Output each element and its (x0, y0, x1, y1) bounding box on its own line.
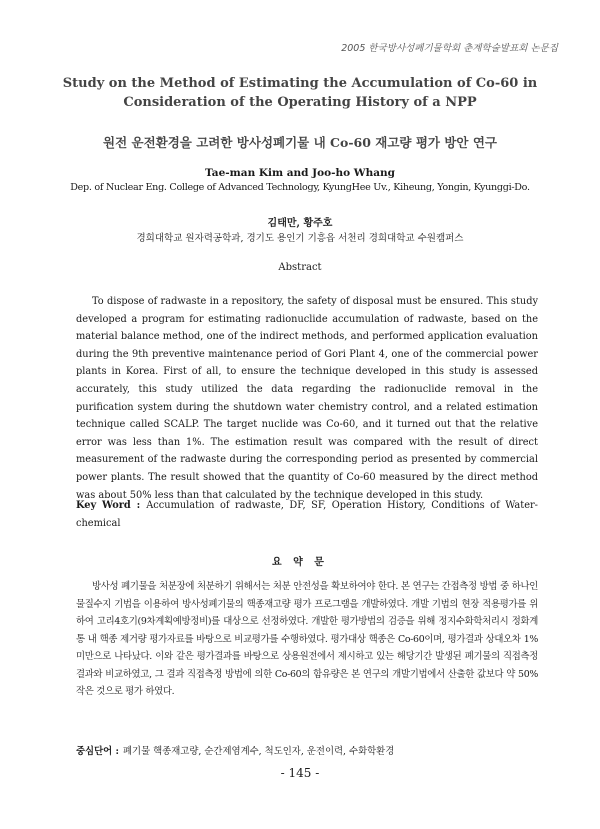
abstract-body: To dispose of radwaste in a repository, the safety of disposal must be ensured. This study developed a program for estimating radionuclide accumulation of radwaste, based on the material balance method, one of the indirect methods, and performed application evaluation during the 9th preventive maintenance period of Gori Plant 4, one of the commercial power plants in Korea. First of all, to ensure the technique developed in this study is assessed accurately, this study utilized the data regarding the radionuclide removal in the purification system during the shutdown water chemistry control, and a related estimation technique called SCALP. The target nuclide was Co-60, and it turned out that the relative error was less than 1%. The estimation result was compared with the result of direct measurement of the radwaste during the corresponding period as presented by commercial power plants. The result showed that the quantity of Co-60 measured by the direct method was about 50% less than that calculated by the technique developed in this study. (76, 296, 538, 501)
keyword-text: Accumulation of radwaste, DF, SF, Operation History, Conditions of Water-chemical (76, 500, 538, 529)
korean-title: 원전 운전환경을 고려한 방사성폐기물 내 Co-60 재고량 평가 방안 연구 (103, 135, 497, 150)
english-title-line-1: Study on the Method of Estimating the Accumulation of Co-60 in (62, 76, 538, 91)
english-affiliation: Dep. of Nuclear Eng. College of Advanced Technology, KyungHee Uv., Kiheung, Yongin, Kyunggi-Do. (70, 182, 530, 193)
korean-affiliation: 경희대학교 원자력공학과, 경기도 용인기 기흥읍 서천리 경희대학교 수원캠퍼스 (136, 233, 464, 244)
english-keywords (76, 497, 538, 532)
korean-summary-heading: 요 약 문 (272, 557, 328, 568)
page-number: - 145 - (280, 766, 320, 780)
korean-authors: 김태만, 황주호 (267, 218, 333, 229)
english-title-line-2: Consideration of the Operating History of a NPP (123, 95, 477, 110)
english-title (40, 74, 560, 112)
conference-header: 2005 한국방사성폐기물학회 춘계학술발표회 논문집 (341, 43, 558, 54)
korean-keyword-text: 폐기물 핵종재고량, 순간제염계수, 척도인자, 운전이력, 수화학환경 (122, 746, 395, 757)
keyword-label: Key Word : (76, 500, 141, 511)
korean-summary-body: 방사성 폐기물을 처분장에 처분하기 위해서는 처분 안전성을 확보하여야 한다. 본 연구는 간접측정 방법 중 하나인 물질수지 기법을 이용하여 방사성폐기물의 핵종재고량 평가 프로그램을 개발하였다. 개발 기법의 현장 적용평가를 위하여 고리4호기(9차계획예방정비)를 대상으로 선정하였다. 개발한 평가방법의 검증을 위해 정지수화학처리시 정화계통 내 핵종 제거량 평가자료를 바탕으로 비교평가를 수행하였다. 평가대상 핵종은 Co-60이며, 평가결과 상대오차 1%미만으로 나타났다. 이와 같은 평가결과를 바탕으로 상용원전에서 제시하고 있는 해당기간 발생된 폐기물의 직접측정 결과와 비교하였고, 그 결과 직접측정 방법에 의한 Co-60의 함유량은 본 연구의 개발기법에서 산출한 값보다 약 50% 작은 것으로 평가 하였다. (76, 581, 538, 697)
abstract-heading: Abstract (278, 262, 322, 273)
korean-keywords (76, 743, 538, 757)
english-authors: Tae-man Kim and Joo-ho Whang (205, 167, 395, 179)
korean-keyword-label: 중심단어 : (76, 746, 119, 757)
